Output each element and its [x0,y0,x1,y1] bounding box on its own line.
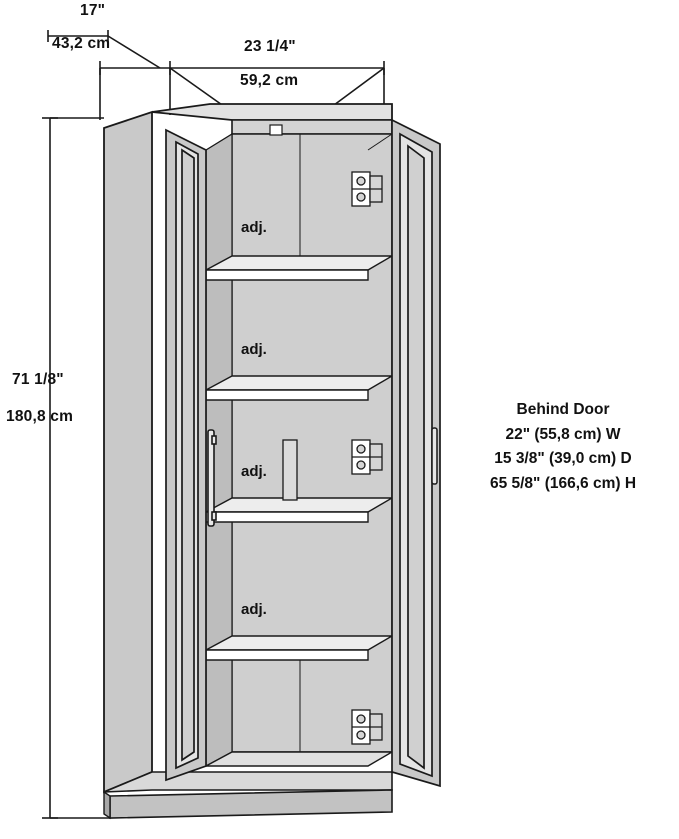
cabinet-base-front [110,790,392,818]
height-dimension-lines [42,118,110,818]
cabinet-base-top [104,772,392,792]
hinge-top [352,172,382,206]
behind-door-width: 22" (55,8 cm) W [505,425,621,443]
depth-inches-label: 17" [80,2,106,19]
height-inches-label: 71 1/8" [12,371,64,388]
shelf-1-edge [206,270,368,280]
cabinet-floor [206,752,392,766]
width-cm-label: 59,2 cm [240,72,299,89]
cabinet-top-front-rail [232,120,392,134]
shelf-label-2: adj. [241,341,267,358]
shelf-3 [206,498,392,512]
shelf-3-edge [206,512,368,522]
cabinet-base-left [104,792,110,818]
behind-door-depth: 15 3/8" (39,0 cm) D [494,450,632,467]
shelf-4-edge [206,650,368,660]
shelf-4 [206,636,392,650]
shelf-label-3: adj. [241,463,267,480]
shelf-2-edge [206,390,368,400]
right-door-panel-inset [408,146,424,768]
center-partition [283,440,297,500]
behind-door-heading: Behind Door [516,401,610,418]
cabinet-left-side-panel [104,112,152,792]
door-catch [270,125,282,135]
behind-door-note [452,398,674,496]
cabinet-top-panel [152,104,392,120]
shelf-label-1: adj. [241,219,267,236]
shelf-label-4: adj. [241,601,267,618]
width-inches-label: 23 1/4" [244,38,296,55]
hinge-bottom [352,710,382,744]
left-door-handle [208,430,216,526]
hinge-middle [352,440,382,474]
height-cm-label: 180,8 cm [6,408,74,425]
left-door-open [166,130,206,780]
shelf-1 [206,256,392,270]
depth-cm-label: 43,2 cm [52,35,111,52]
shelf-2 [206,376,392,390]
left-door-panel-inset [182,150,194,760]
right-door-handle [432,428,437,484]
behind-door-height: 65 5/8" (166,6 cm) H [489,474,637,492]
